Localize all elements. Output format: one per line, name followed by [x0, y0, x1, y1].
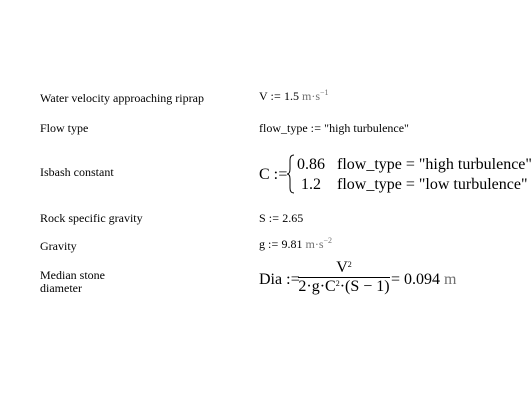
result-value: 0.094	[404, 271, 441, 288]
definition-operator: :=	[270, 89, 281, 103]
stone-diameter-fraction	[298, 261, 390, 294]
velocity-unit: $m\cdot s^{-1}$	[301, 88, 329, 103]
isbash-case-low	[301, 176, 527, 194]
isbash-case-high	[297, 156, 532, 174]
stone-diameter-label-line2: diameter	[40, 281, 82, 295]
definition-operator: :=	[286, 271, 300, 288]
fraction-denominator: $2\cdot g\cdot C^2\cdot(S - 1)$	[298, 278, 390, 295]
definition-operator: :=	[268, 237, 279, 251]
specific-gravity-value: 2.65	[282, 211, 304, 225]
case-value: 0.86	[297, 156, 325, 173]
equals-sign: =	[391, 271, 401, 288]
stone-diameter-label-line1: Median stone	[40, 268, 105, 282]
flow-type-label: Flow type	[40, 121, 89, 135]
isbash-definition[interactable]	[259, 154, 532, 194]
velocity-label: Water velocity approaching riprap	[40, 91, 204, 105]
specific-gravity-variable: S	[259, 211, 266, 225]
velocity-variable: V	[259, 89, 268, 103]
specific-gravity-definition[interactable]	[259, 211, 303, 225]
gravity-value: 9.81	[281, 237, 303, 251]
case-condition: flow_type = "low turbulence"	[337, 176, 528, 193]
isbash-variable: C	[259, 166, 270, 183]
gravity-label: Gravity	[40, 239, 77, 253]
fraction-numerator: $V^2$	[336, 259, 352, 276]
gravity-unit: $m\cdot s^{-2}$	[305, 236, 333, 251]
stone-diameter-variable: Dia	[259, 271, 283, 288]
specific-gravity-label: Rock specific gravity	[40, 211, 143, 225]
definition-operator: :=	[273, 166, 288, 183]
stone-diameter-lhs	[259, 271, 300, 289]
velocity-value: 1.5	[283, 89, 299, 103]
stone-diameter-definition[interactable]	[259, 261, 459, 295]
stone-diameter-result	[391, 271, 456, 289]
isbash-lhs	[259, 166, 288, 184]
gravity-definition[interactable]	[259, 237, 332, 251]
definition-operator: :=	[310, 121, 322, 135]
case-condition: flow_type = "high turbulence"	[337, 156, 532, 173]
case-value: 1.2	[301, 176, 321, 193]
flow-type-definition[interactable]	[259, 121, 409, 135]
flow-type-variable: flow_type	[259, 121, 308, 135]
result-unit: m	[444, 271, 457, 288]
left-brace-icon	[286, 154, 296, 194]
flow-type-value: "high turbulence"	[324, 121, 409, 135]
definition-operator: :=	[268, 211, 280, 225]
velocity-definition[interactable]	[259, 89, 329, 103]
gravity-variable: g	[259, 237, 265, 251]
isbash-label: Isbash constant	[40, 165, 114, 179]
